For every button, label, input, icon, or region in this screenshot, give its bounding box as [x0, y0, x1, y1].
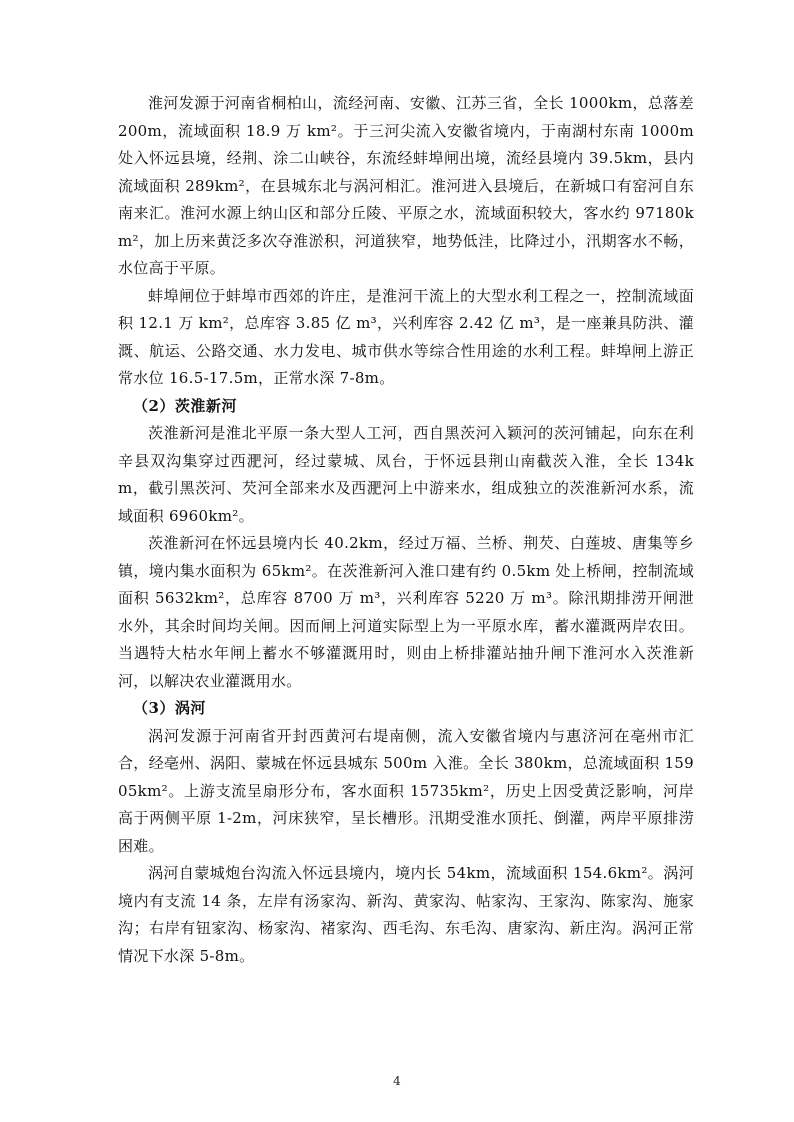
page-number: 4 [393, 1074, 401, 1088]
paragraph-huaihe-overview: 淮河发源于河南省桐柏山，流经河南、安徽、江苏三省，全长 1000km，总落差 200m，流域面积 18.9 万 km²。于三河尖流入安徽省境内，于南湖村东南 1000m 处入怀远县境，经荆、涂二山峡谷，东流经蚌埠闸出境，流经县境内 39.5km，县内流域面积 289km²，在县城东北与涡河相汇。淮河进入县境后，在新城口有窑河自东南来汇。淮河水源上纳山区和部分丘陵、平原之水，流域面积较大，客水约 97180km²，加上历来黄泛多次夺淮淤积，河道狭窄，地势低洼，比降过小，汛期客水不畅，水位高于平原。 [118, 94, 694, 277]
section-heading-cihuai-river: （2）茨淮新河 [133, 396, 237, 415]
section-heading-guohe-river: （3）涡河 [133, 699, 206, 717]
document-body [118, 90, 694, 970]
paragraph-cihuai-in-county: 茨淮新河在怀远县境内长 40.2km，经过万福、兰桥、荆芡、白莲坡、唐集等乡镇，境内集水面积为 65km²。在茨淮新河入淮口建有约 0.5km 处上桥闸，控制流域面积 5632km²，总库容 8700 万 m³，兴利库容 5220 万 m³。除汛期排涝开闸泄水外，其余时间均关闸。因而闸上河道实际型上为一平原水库，蓄水灌溉两岸农田。当遇特大枯水年闸上蓄水不够灌溉用时，则由上桥排灌站抽升闸下淮河水入茨淮新河，以解决农业灌溉用水。 [118, 534, 694, 690]
paragraph-cihuai-overview: 茨淮新河是淮北平原一条大型人工河，西自黑茨河入颖河的茨河铺起，向东在利辛县双沟集穿过西淝河，经过蒙城、凤台，于怀远县荆山南截茨入淮，全长 134km，截引黑茨河、芡河全部来水及西淝河上中游来水，组成独立的茨淮新河水系，流域面积 6960km²。 [118, 424, 694, 525]
paragraph-guohe-overview: 涡河发源于河南省开封西黄河右堤南侧，流入安徽省境内与惠济河在亳州市汇合，经亳州、涡阳、蒙城在怀远县城东 500m 入淮。全长 380km，总流域面积 15905km²。上游支流呈扇形分布，客水面积 15735km²，历史上因受黄泛影响，河岸高于两侧平原 1-2m，河床狭窄，呈长槽形。汛期受淮水顶托、倒灌，两岸平原排涝困难。 [118, 726, 694, 855]
paragraph-guohe-in-county: 涡河自蒙城炮台沟流入怀远县境内，境内长 54km，流域面积 154.6km²。涡河境内有支流 14 条，左岸有汤家沟、新沟、黄家沟、帖家沟、王家沟、陈家沟、施家沟；右岸有钮家沟、杨家沟、褚家沟、西毛沟、东毛沟、唐家沟、新庄沟。涡河正常情况下水深 5-8m。 [118, 864, 694, 965]
paragraph-bengbu-sluice: 蚌埠闸位于蚌埠市西郊的许庄，是淮河干流上的大型水利工程之一，控制流域面积 12.1 万 km²，总库容 3.85 亿 m³，兴利库容 2.42 亿 m³，是一座兼具防洪、灌溉、航运、公路交通、水力发电、城市供水等综合性用途的水利工程。蚌埠闸上游正常水位 16.5-17.5m，正常水深 7-8m。 [118, 286, 694, 387]
